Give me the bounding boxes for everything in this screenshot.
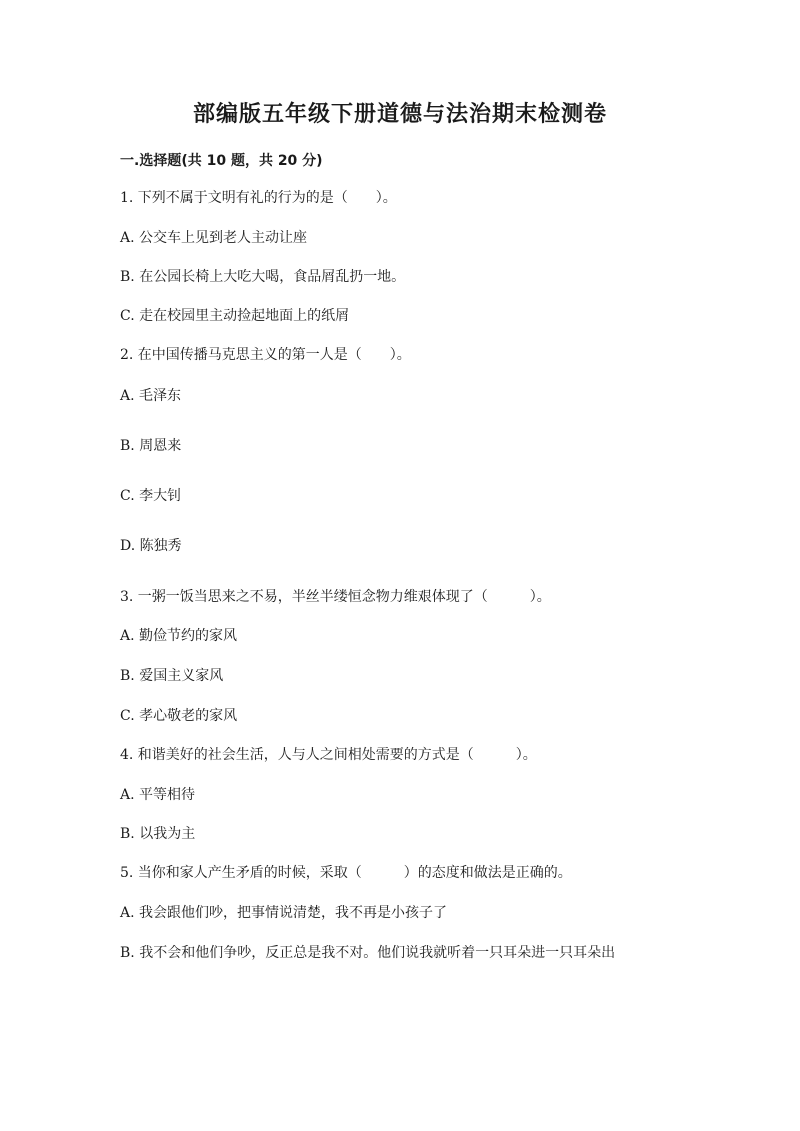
answer-option: A. 勤俭节约的家风 [120,628,238,644]
answer-option: A. 毛泽东 [120,388,182,404]
question-stem: 1. 下列不属于文明有礼的行为的是（ ）。 [120,190,397,206]
answer-option: B. 以我为主 [120,826,196,842]
answer-option: B. 周恩来 [120,438,182,454]
question-stem: 3. 一粥一饭当思来之不易，半丝半缕恒念物力维艰体现了（ ）。 [120,589,551,605]
answer-option: C. 李大钊 [120,488,182,504]
answer-option: B. 爱国主义家风 [120,668,224,684]
answer-option: C. 孝心敬老的家风 [120,708,238,724]
page-title: 部编版五年级下册道德与法治期末检测卷 [192,102,607,127]
answer-option: C. 走在校园里主动捡起地面上的纸屑 [120,308,350,324]
answer-option: A. 平等相待 [120,787,196,803]
answer-option: D. 陈独秀 [120,538,182,554]
question-stem: 5. 当你和家人产生矛盾的时候，采取（ ）的态度和做法是正确的。 [120,865,572,881]
answer-option: B. 我不会和他们争吵，反正总是我不对。他们说我就听着一只耳朵进一只耳朵出 [120,945,616,961]
question-stem: 2. 在中国传播马克思主义的第一人是（ ）。 [120,347,411,363]
section-heading: 一.选择题(共 10 题，共 20 分) [120,153,323,169]
question-stem: 4. 和谐美好的社会生活，人与人之间相处需要的方式是（ ）。 [120,747,537,763]
answer-option: A. 公交车上见到老人主动让座 [120,230,308,246]
answer-option: B. 在公园长椅上大吃大喝，食品屑乱扔一地。 [120,269,406,285]
answer-option: A. 我会跟他们吵，把事情说清楚，我不再是小孩子了 [120,905,448,921]
